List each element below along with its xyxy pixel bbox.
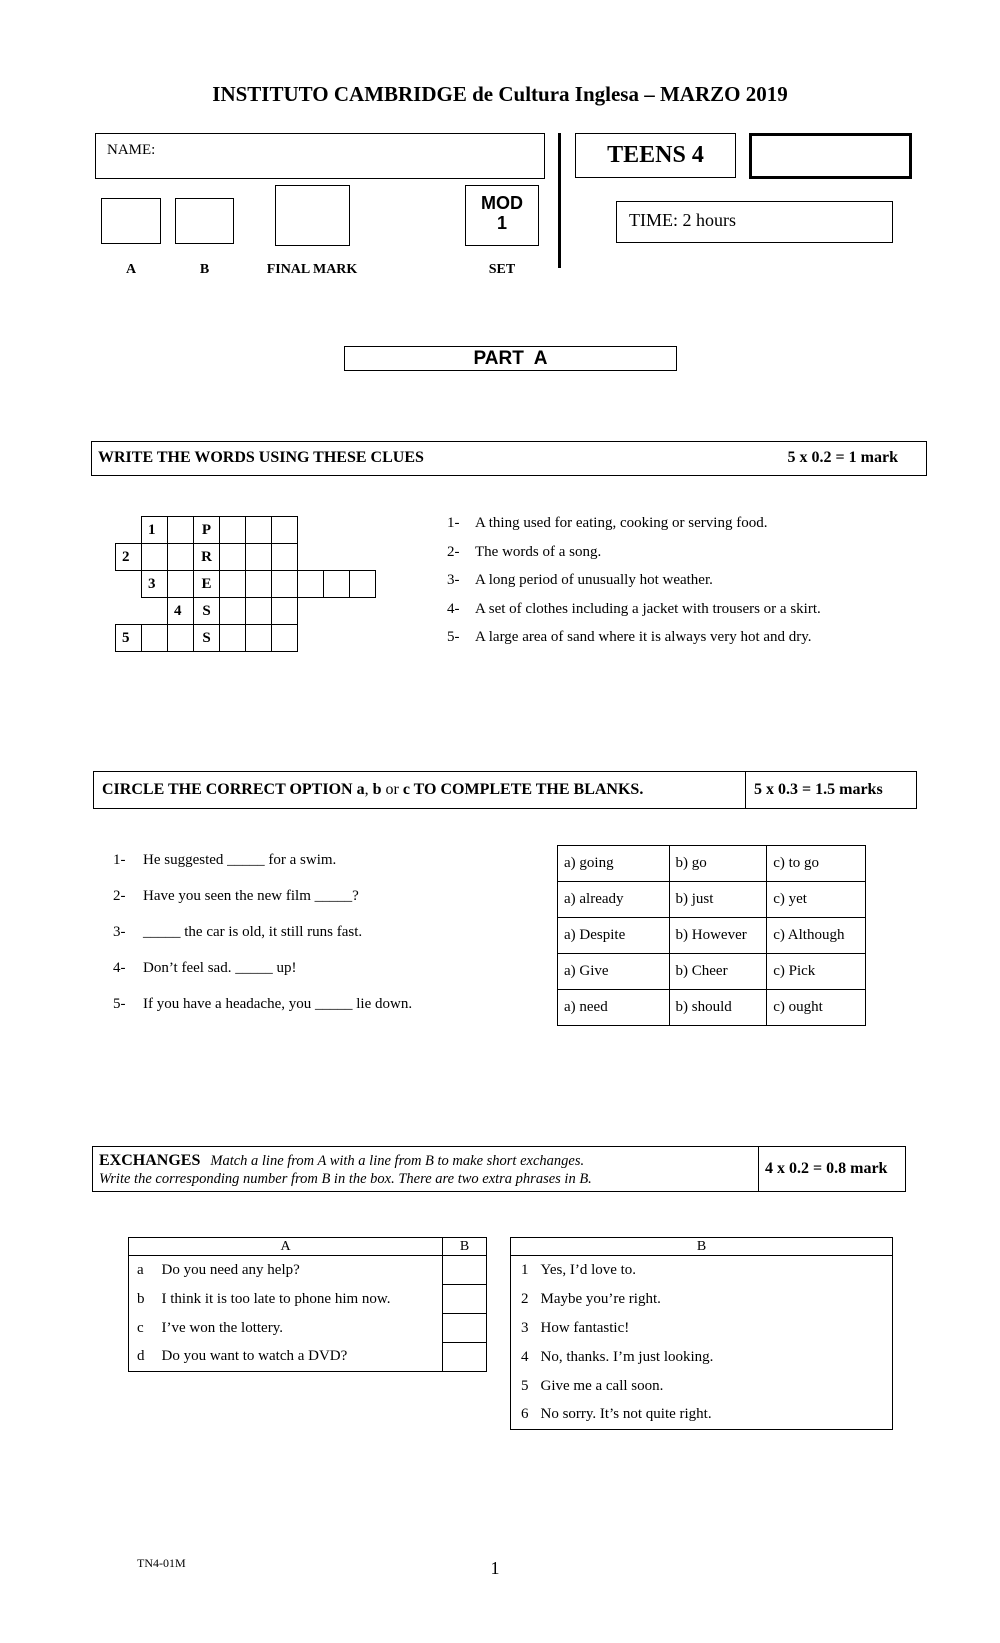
- crossword-cell[interactable]: [168, 544, 194, 571]
- crossword-gap: [298, 517, 324, 544]
- clue-item: [447, 544, 947, 573]
- crossword-cell[interactable]: [220, 544, 246, 571]
- question-number: 5-: [113, 996, 126, 1012]
- mod-set-box: [465, 185, 539, 246]
- section2-title-comma: ,: [364, 781, 369, 798]
- section2-title-b: TO COMPLETE THE BLANKS.: [413, 781, 644, 798]
- crossword-gap: [350, 598, 376, 625]
- crossword-gap: [142, 598, 168, 625]
- question-text: He suggested _____ for a swim.: [143, 852, 337, 868]
- crossword-gap: [324, 517, 350, 544]
- clue-number: 5-: [447, 629, 460, 645]
- page-title: INSTITUTO CAMBRIDGE de Cultura Inglesa – MARZO 2019: [212, 82, 788, 106]
- exchange-b-row: [511, 1372, 893, 1401]
- option-cell[interactable]: a) going: [558, 846, 670, 882]
- section3-title: EXCHANGES: [99, 1152, 201, 1169]
- exchange-a-row: [129, 1285, 487, 1314]
- exchange-b-row: [511, 1256, 893, 1285]
- exchanges-answer-header: B: [443, 1238, 487, 1256]
- question-item: [113, 924, 553, 960]
- option-cell[interactable]: c) to go: [767, 846, 866, 882]
- section2-marks-cell: [745, 772, 916, 808]
- exchanges-a-header-row: [129, 1238, 487, 1256]
- crossword-cell[interactable]: [246, 598, 272, 625]
- exchange-answer-box[interactable]: [443, 1256, 487, 1285]
- crossword-cell[interactable]: 1: [142, 517, 168, 544]
- option-cell[interactable]: a) need: [558, 990, 670, 1026]
- crossword-cell[interactable]: 3: [142, 571, 168, 598]
- exchange-b-key: 2: [521, 1290, 529, 1307]
- clue-list: [447, 515, 947, 658]
- option-cell[interactable]: b) should: [669, 990, 767, 1026]
- question-text: _____ the car is old, it still runs fast.: [143, 924, 363, 940]
- section2-opt-c: c: [402, 781, 410, 798]
- exchange-b-key: 6: [521, 1406, 529, 1423]
- crossword-cell[interactable]: [272, 598, 298, 625]
- section3-marks: 4 x 0.2 = 0.8 mark: [765, 1160, 888, 1177]
- clue-item: [447, 515, 947, 544]
- question-number: 1-: [113, 852, 126, 868]
- exchange-b-text: Maybe you’re right.: [540, 1290, 661, 1307]
- exchange-a-text: I’ve won the lottery.: [162, 1314, 443, 1343]
- exchange-a-row: [129, 1343, 487, 1372]
- clue-item: [447, 629, 947, 658]
- exchange-b-text: Give me a call soon.: [540, 1377, 664, 1394]
- footer-code: TN4-01M: [137, 1556, 186, 1570]
- option-cell[interactable]: a) already: [558, 882, 670, 918]
- crossword-cell[interactable]: S: [194, 598, 220, 625]
- crossword-cell[interactable]: [246, 625, 272, 652]
- exchange-a-key: b: [137, 1290, 145, 1307]
- question-text: Don’t feel sad. _____ up!: [143, 960, 297, 976]
- exchange-a-row: [129, 1256, 487, 1285]
- clue-number: 2-: [447, 543, 460, 560]
- crossword-gap: [350, 517, 376, 544]
- section2-opt-a: a: [356, 781, 365, 798]
- crossword-cell[interactable]: 2: [116, 544, 142, 571]
- crossword-cell[interactable]: P: [194, 517, 220, 544]
- crossword-gap: [116, 598, 142, 625]
- crossword-cell[interactable]: [246, 571, 272, 598]
- clue-item: [447, 601, 947, 630]
- set-label: SET: [488, 262, 516, 277]
- exchange-b-text: Yes, I’d love to.: [540, 1261, 637, 1278]
- crossword-cell[interactable]: [350, 571, 376, 598]
- exchange-a-key: c: [137, 1319, 144, 1336]
- section2-title-a: CIRCLE THE CORRECT OPTION: [102, 781, 353, 798]
- exchange-b-row: [511, 1285, 893, 1314]
- clue-text: A long period of unusually hot weather.: [475, 572, 713, 588]
- exchange-a-key: d: [137, 1348, 145, 1365]
- crossword-gap: [298, 625, 324, 652]
- crossword-cell[interactable]: E: [194, 571, 220, 598]
- crossword-row: [116, 625, 376, 652]
- section3-instruction-1: Match a line from A with a line from B to make short exchanges.: [210, 1153, 585, 1169]
- clue-text: A thing used for eating, cooking or serving food.: [475, 515, 768, 531]
- time-label: TIME: 2 hours: [629, 210, 736, 230]
- crossword-row: [116, 571, 376, 598]
- section3-instruction-2: Write the corresponding number from B in the box. There are two extra phrases in B.: [99, 1171, 592, 1187]
- page-number: 1: [490, 1558, 500, 1578]
- option-cell[interactable]: c) Although: [767, 918, 866, 954]
- question-list: [113, 852, 553, 1032]
- crossword-gap: [116, 571, 142, 598]
- clue-item: [447, 572, 947, 601]
- header-divider: [558, 133, 561, 268]
- option-cell[interactable]: b) go: [669, 846, 767, 882]
- exchange-b-row: [511, 1343, 893, 1372]
- options-row: [558, 882, 866, 918]
- crossword-cell[interactable]: [272, 544, 298, 571]
- exchanges-b-header-row: [511, 1238, 893, 1256]
- clue-number: 1-: [447, 515, 460, 531]
- crossword-cell[interactable]: [142, 544, 168, 571]
- crossword-cell[interactable]: [246, 517, 272, 544]
- options-row: [558, 954, 866, 990]
- crossword-gap: [324, 625, 350, 652]
- crossword-gap: [298, 544, 324, 571]
- question-text: Have you seen the new film _____?: [143, 888, 359, 904]
- crossword-row: [116, 544, 376, 571]
- option-cell[interactable]: c) ought: [767, 990, 866, 1026]
- exchange-answer-box[interactable]: [443, 1314, 487, 1343]
- crossword-cell[interactable]: [272, 571, 298, 598]
- section1-title: WRITE THE WORDS USING THESE CLUES: [98, 449, 424, 466]
- question-number: 2-: [113, 888, 126, 904]
- crossword-cell[interactable]: S: [194, 625, 220, 652]
- crossword-gap: [350, 544, 376, 571]
- part-title-label: PART A: [473, 348, 548, 369]
- crossword-cell[interactable]: [220, 517, 246, 544]
- crossword-cell[interactable]: [272, 517, 298, 544]
- final-mark-box[interactable]: [275, 185, 350, 246]
- crossword-cell[interactable]: [272, 625, 298, 652]
- crossword-cell[interactable]: 5: [116, 625, 142, 652]
- score-b-label: B: [199, 262, 210, 277]
- exchange-a-text: I think it is too late to phone him now.: [162, 1285, 443, 1314]
- options-table: [557, 845, 866, 1026]
- time-box: [616, 201, 893, 243]
- clue-text: A set of clothes including a jacket with trousers or a skirt.: [475, 600, 821, 617]
- crossword-cell[interactable]: R: [194, 544, 220, 571]
- crossword-gap: [324, 598, 350, 625]
- section2-header: [93, 771, 917, 809]
- option-cell[interactable]: c) Pick: [767, 954, 866, 990]
- clue-text: The words of a song.: [475, 543, 602, 560]
- exchange-a-row: [129, 1314, 487, 1343]
- clue-text: A large area of sand where it is always very hot and dry.: [475, 629, 812, 645]
- exchange-a-text: Do you need any help?: [162, 1256, 443, 1285]
- group-field[interactable]: [749, 133, 912, 179]
- exchange-b-row: [511, 1314, 893, 1343]
- crossword-cell[interactable]: [168, 517, 194, 544]
- crossword-cell[interactable]: [168, 625, 194, 652]
- clue-number: 3-: [447, 572, 460, 588]
- crossword-row: [116, 598, 376, 625]
- exchanges-a-table: [128, 1237, 487, 1372]
- question-item: [113, 852, 553, 888]
- crossword-cell[interactable]: [142, 625, 168, 652]
- score-a-label: A: [125, 262, 137, 277]
- section1-header: [91, 441, 927, 476]
- section1-marks: 5 x 0.2 = 1 mark: [787, 449, 898, 466]
- crossword-cell[interactable]: [298, 571, 324, 598]
- option-cell[interactable]: b) However: [669, 918, 767, 954]
- crossword-cell[interactable]: [220, 598, 246, 625]
- crossword-cell[interactable]: [220, 571, 246, 598]
- crossword-gap: [298, 598, 324, 625]
- crossword-cell[interactable]: [324, 571, 350, 598]
- crossword-gap: [116, 517, 142, 544]
- question-text: If you have a headache, you _____ lie down.: [143, 996, 413, 1012]
- exchanges-b-table: [510, 1237, 893, 1430]
- exchange-b-text: No sorry. It’s not quite right.: [540, 1406, 712, 1423]
- option-cell[interactable]: a) Give: [558, 954, 670, 990]
- section2-title: [102, 781, 643, 799]
- options-row: [558, 918, 866, 954]
- part-title: [344, 346, 677, 371]
- option-cell[interactable]: a) Despite: [558, 918, 670, 954]
- final-mark-label: FINAL MARK: [266, 262, 358, 277]
- question-item: [113, 996, 553, 1032]
- name-label: NAME:: [107, 142, 156, 158]
- crossword-grid: [115, 516, 376, 652]
- exchange-b-key: 3: [521, 1319, 529, 1336]
- mod-label: MOD: [481, 193, 523, 213]
- question-item: [113, 960, 553, 996]
- exchange-b-key: 4: [521, 1348, 529, 1365]
- crossword-gap: [324, 544, 350, 571]
- crossword-row: [116, 517, 376, 544]
- exchanges-a-header: A: [129, 1238, 443, 1256]
- level-label: TEENS 4: [607, 142, 704, 168]
- exchange-b-row: [511, 1401, 893, 1430]
- level-box: [575, 133, 736, 178]
- section3-header: [92, 1146, 906, 1192]
- exchange-answer-box[interactable]: [443, 1285, 487, 1314]
- exchange-a-text: Do you want to watch a DVD?: [162, 1343, 443, 1372]
- exchange-answer-box[interactable]: [443, 1343, 487, 1372]
- crossword-cell[interactable]: [220, 625, 246, 652]
- exchange-a-key: a: [137, 1261, 144, 1278]
- crossword-cell[interactable]: 4: [168, 598, 194, 625]
- exchange-b-key: 1: [521, 1261, 529, 1278]
- question-number: 3-: [113, 924, 126, 940]
- option-cell[interactable]: b) Cheer: [669, 954, 767, 990]
- options-row: [558, 846, 866, 882]
- score-b-box[interactable]: [175, 198, 234, 244]
- section2-marks: 5 x 0.3 = 1.5 marks: [754, 781, 883, 798]
- question-item: [113, 888, 553, 924]
- clue-number: 4-: [447, 600, 460, 617]
- score-a-box[interactable]: [101, 198, 161, 244]
- section2-title-or: or: [385, 781, 399, 798]
- option-cell[interactable]: b) just: [669, 882, 767, 918]
- option-cell[interactable]: c) yet: [767, 882, 866, 918]
- crossword-gap: [350, 625, 376, 652]
- mod-number: 1: [496, 213, 507, 233]
- question-number: 4-: [113, 960, 126, 976]
- section3-marks-cell: [758, 1147, 906, 1191]
- exchange-b-text: No, thanks. I’m just looking.: [540, 1348, 714, 1365]
- section2-opt-b: b: [372, 781, 382, 798]
- exchange-b-key: 5: [521, 1377, 529, 1394]
- name-field[interactable]: [95, 133, 545, 179]
- options-row: [558, 990, 866, 1026]
- exchanges-b-header: B: [511, 1238, 893, 1256]
- crossword-cell[interactable]: [246, 544, 272, 571]
- crossword-cell[interactable]: [168, 571, 194, 598]
- exchange-b-text: How fantastic!: [540, 1319, 630, 1336]
